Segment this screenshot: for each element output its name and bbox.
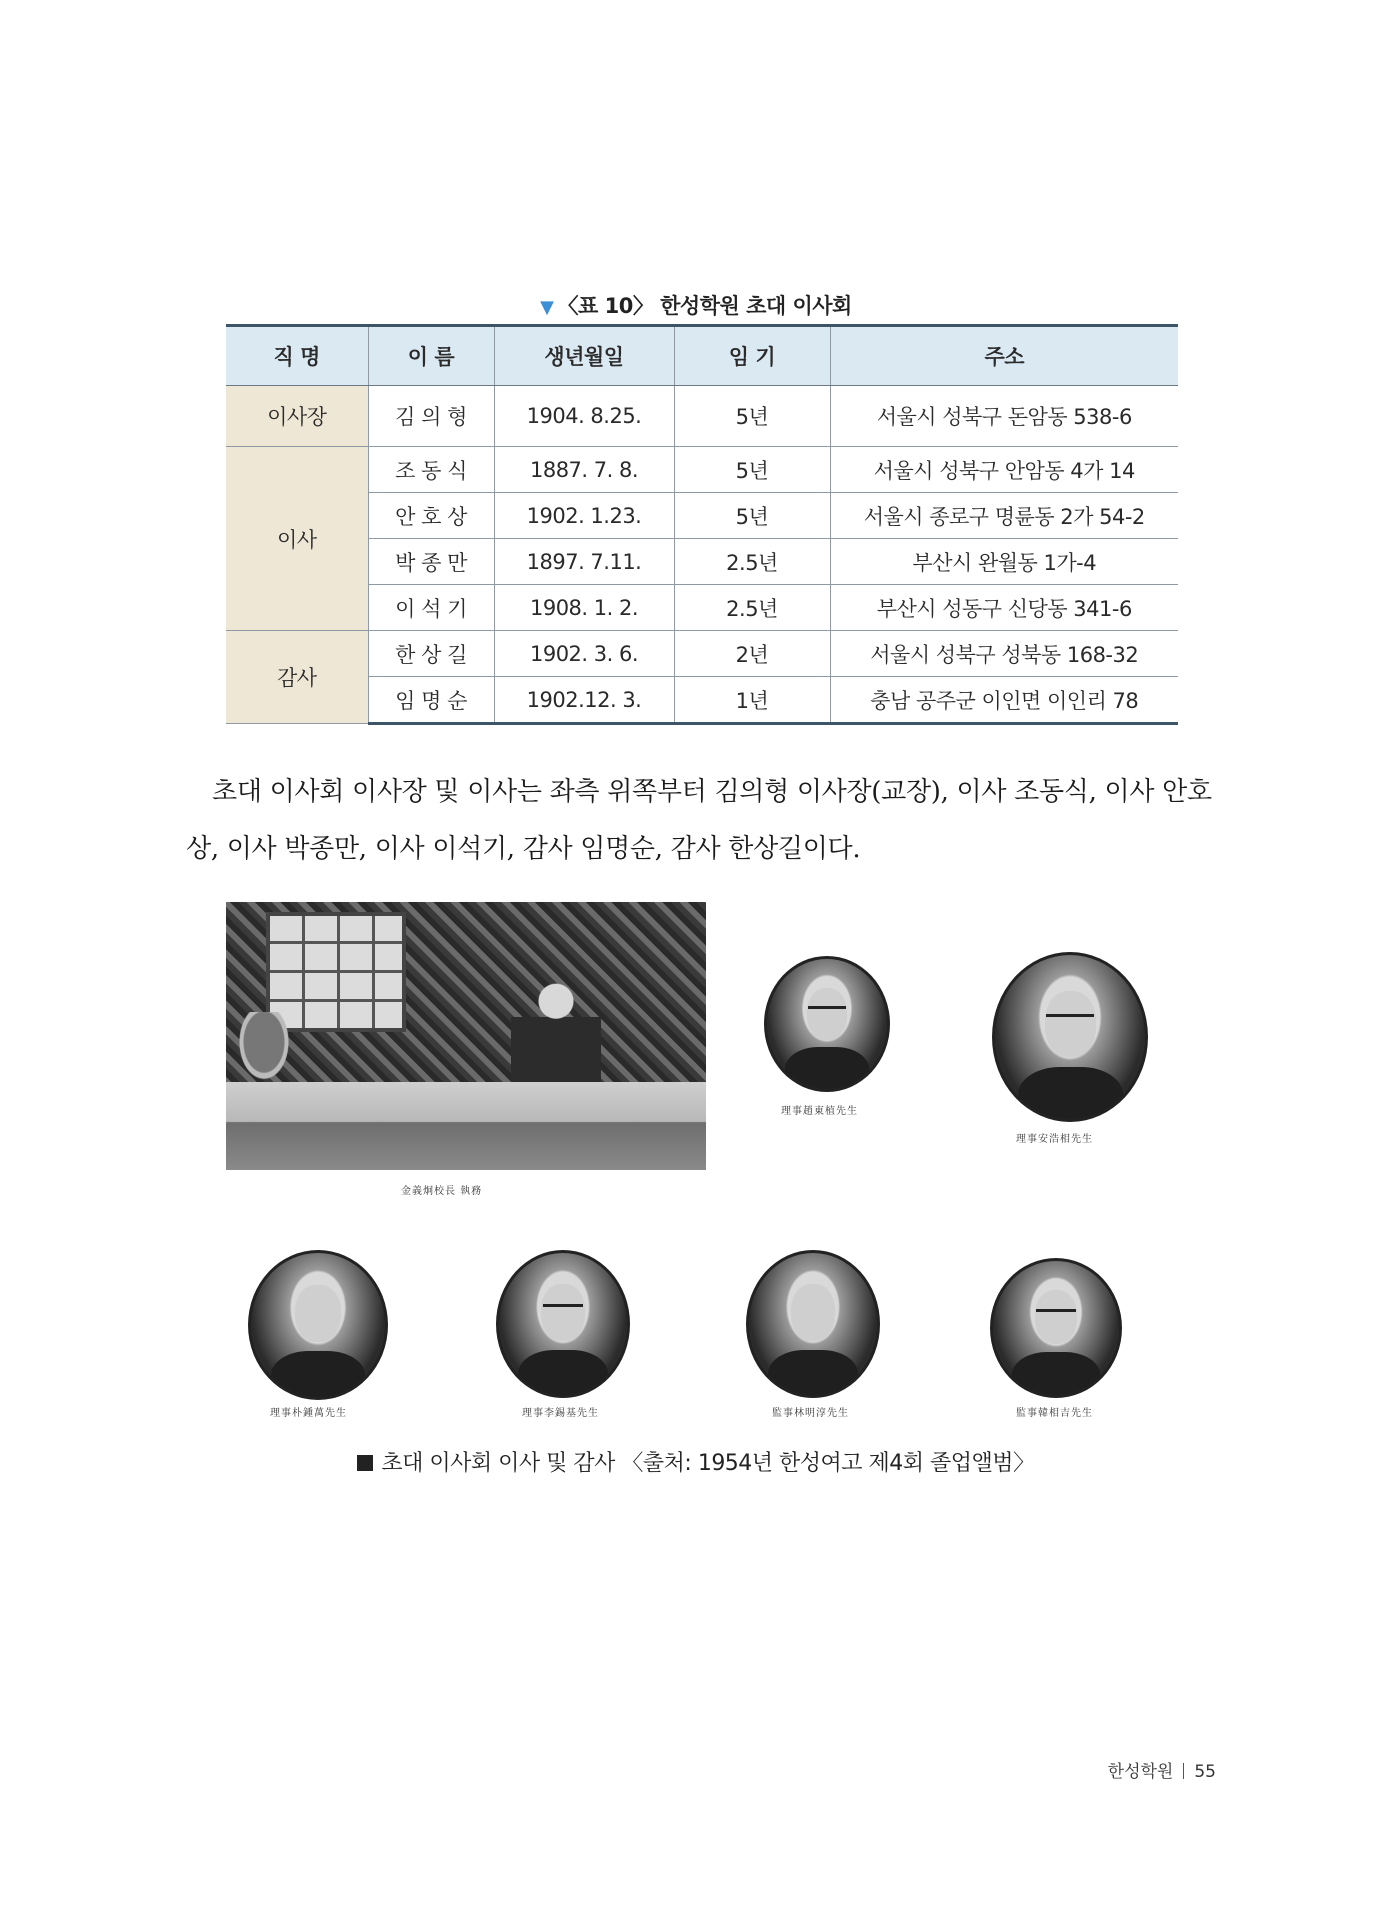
portrait-5 — [746, 1250, 880, 1398]
portrait-1 — [764, 956, 890, 1092]
portrait-4-label: 理事李錫基先生 — [522, 1408, 599, 1419]
term-cell: 5년 — [674, 386, 830, 447]
term-cell: 2.5년 — [674, 539, 830, 585]
portrait-2-label: 理事安浩相先生 — [1016, 1134, 1093, 1145]
photo-collage — [226, 898, 1178, 1428]
address-cell: 서울시 성북구 성북동 168-32 — [830, 631, 1178, 677]
address-cell: 부산시 성동구 신당동 341-6 — [830, 585, 1178, 631]
term-cell: 2년 — [674, 631, 830, 677]
table-row — [226, 677, 1178, 724]
birth-cell: 1902. 1.23. — [494, 493, 674, 539]
photo-caption-text: 초대 이사회 이사 및 감사 〈출처: 1954년 한성여고 제4회 졸업앨범〉 — [381, 1451, 1035, 1476]
table-header-row — [226, 326, 1178, 386]
name-cell: 한 상 길 — [368, 631, 494, 677]
body-paragraph — [186, 764, 1216, 878]
triangle-down-icon: ▼ — [540, 297, 554, 318]
office-photo-label: 金義炯校長 執務 — [401, 1186, 483, 1197]
portrait-6 — [990, 1258, 1122, 1398]
photo-caption — [0, 1446, 1392, 1477]
name-cell: 안 호 상 — [368, 493, 494, 539]
table-row — [226, 585, 1178, 631]
header-birth: 생년월일 — [494, 326, 674, 386]
address-cell: 충남 공주군 이인면 이인리 78 — [830, 677, 1178, 724]
role-cell: 이사 — [226, 447, 368, 631]
birth-cell: 1904. 8.25. — [494, 386, 674, 447]
footer-divider — [1183, 1763, 1184, 1779]
portrait-3 — [248, 1250, 388, 1400]
header-term: 임 기 — [674, 326, 830, 386]
address-cell: 부산시 완월동 1가-4 — [830, 539, 1178, 585]
seated-person-shape — [511, 977, 601, 1087]
birth-cell: 1887. 7. 8. — [494, 447, 674, 493]
table-caption-text: 〈표 10〉 한성학원 초대 이사회 — [557, 294, 852, 318]
header-address: 주소 — [830, 326, 1178, 386]
office-photo — [226, 902, 706, 1170]
birth-cell: 1908. 1. 2. — [494, 585, 674, 631]
birth-cell: 1902. 3. 6. — [494, 631, 674, 677]
portrait-4 — [496, 1250, 630, 1398]
board-members-table — [226, 324, 1178, 725]
name-cell: 조 동 식 — [368, 447, 494, 493]
table-row — [226, 493, 1178, 539]
page-number: 55 — [1194, 1762, 1216, 1782]
role-cell: 이사장 — [226, 386, 368, 447]
portrait-1-label: 理事趙東植先生 — [781, 1106, 858, 1117]
table-row — [226, 539, 1178, 585]
term-cell: 5년 — [674, 493, 830, 539]
name-cell: 이 석 기 — [368, 585, 494, 631]
term-cell: 1년 — [674, 677, 830, 724]
term-cell: 5년 — [674, 447, 830, 493]
table-caption — [0, 290, 1392, 320]
header-position: 직 명 — [226, 326, 368, 386]
table-row — [226, 631, 1178, 677]
birth-cell: 1897. 7.11. — [494, 539, 674, 585]
portrait-6-label: 監事韓相吉先生 — [1016, 1408, 1093, 1419]
portrait-3-label: 理事朴鍾萬先生 — [270, 1408, 347, 1419]
table-row — [226, 386, 1178, 447]
paragraph-text: 초대 이사회 이사장 및 이사는 좌측 위쪽부터 김의형 이사장(교장), 이사 조동식, 이사 안호상, 이사 박종만, 이사 이석기, 감사 임명순, 감사 한상길이다. — [186, 777, 1212, 864]
footer-title: 한성학원 — [1107, 1762, 1174, 1782]
address-cell: 서울시 성북구 돈암동 538-6 — [830, 386, 1178, 447]
name-cell: 박 종 만 — [368, 539, 494, 585]
portrait-2 — [992, 952, 1148, 1122]
address-cell: 서울시 성북구 안암동 4가 14 — [830, 447, 1178, 493]
portrait-5-label: 監事林明淳先生 — [772, 1408, 849, 1419]
plant-shape — [234, 1012, 294, 1087]
name-cell: 임 명 순 — [368, 677, 494, 724]
header-name: 이 름 — [368, 326, 494, 386]
address-cell: 서울시 종로구 명륜동 2가 54-2 — [830, 493, 1178, 539]
term-cell: 2.5년 — [674, 585, 830, 631]
table-row — [226, 447, 1178, 493]
desk-shape — [226, 1082, 706, 1170]
birth-cell: 1902.12. 3. — [494, 677, 674, 724]
square-bullet-icon — [357, 1455, 373, 1471]
name-cell: 김 의 형 — [368, 386, 494, 447]
role-cell: 감사 — [226, 631, 368, 724]
page-footer — [1108, 1757, 1216, 1782]
